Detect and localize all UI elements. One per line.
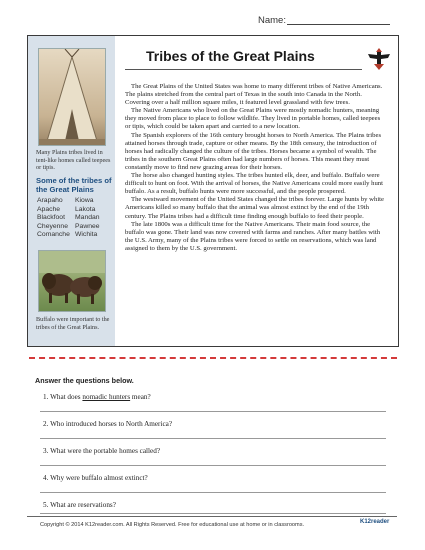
name-field[interactable]: [287, 24, 390, 25]
title-divider: [125, 69, 362, 70]
question-text: Who introduced horses to North America?: [50, 420, 173, 428]
question-term: nomadic hunters: [82, 393, 131, 401]
article-paragraph: The late 1800s was a difficult time for the Native Americans. Their main food source, the buffalo was gone. Their land was now covered with farms and ranches. After many battles with the U.S. Army, many of the Plains tribes were forced to settle on reservations, which was land assigned to them by the U.S. government.: [125, 220, 381, 252]
question-text: What are reservations?: [50, 501, 116, 509]
tribes-list-title: Some of the tribes of the Great Plains: [36, 176, 112, 195]
question-3: [43, 447, 160, 455]
buffalo-caption: Buffalo were important to the tribes of the Great Plains.: [36, 316, 110, 331]
question-text: What does: [50, 393, 83, 401]
tribe-name: Kiowa: [75, 197, 94, 204]
tribe-name: Apache: [37, 205, 61, 213]
article-paragraph: The westward movement of the United States changed the tribes forever. Large hunts by white Americans killed so many buffalo that the animal was almost extinct by the end of the 19th century. The Plains tribes had a difficult time finding enough buffalo to feed their people.: [125, 196, 384, 220]
question-2: [43, 420, 172, 428]
answer-line-1[interactable]: [40, 411, 386, 412]
tribe-name: Arapaho: [37, 197, 63, 204]
tribe-name: Lakota: [75, 205, 96, 213]
thunderbird-icon: [368, 46, 390, 72]
tribes-list: [37, 197, 111, 240]
question-number: 4.: [43, 474, 49, 482]
page-title: Tribes of the Great Plains: [146, 48, 315, 64]
question-5: [43, 501, 116, 509]
k12reader-logo: K12reader: [360, 519, 390, 525]
answer-line-4[interactable]: [40, 492, 386, 493]
tribe-name: Mandan: [75, 214, 100, 222]
question-number: 1.: [43, 393, 49, 401]
question-4: [43, 474, 148, 482]
section-divider: [29, 357, 397, 359]
teepee-photo: [38, 48, 106, 146]
buffalo-photo: [38, 250, 106, 312]
article-frame: [27, 35, 399, 347]
tribe-name: Wichita: [75, 231, 98, 239]
copyright-text: Copyright © 2014 K12reader.com. All Rights Reserved. Free for educational use at home or in classrooms.: [40, 522, 305, 528]
tribe-name: Blackfoot: [37, 214, 65, 222]
question-number: 3.: [43, 447, 49, 455]
tribe-name: Pawnee: [75, 222, 100, 230]
questions-heading: Answer the questions below.: [35, 376, 134, 385]
question-text: What were the portable homes called?: [50, 447, 161, 455]
name-label: Name:: [258, 15, 286, 26]
tribe-name: Comanche: [37, 231, 70, 239]
answer-line-2[interactable]: [40, 438, 386, 439]
question-text: mean?: [130, 393, 151, 401]
article-paragraph: The Native Americans who lived on the Great Plains were mostly nomadic hunters, meaning they moved from place to place to follow wildlife. They lived in portable homes, called teepees or tipis, which could be taken apart and carried to a new location.: [125, 107, 381, 131]
article-paragraph: The horse also changed hunting styles. The tribes hunted elk, deer, and buffalo. Buffalo were difficult to hunt on foot. With the arrival of horses, the Native Americans could more easily hunt buffalo. As a result, buffalo hunts were more successful, and the people prospered.: [125, 172, 384, 196]
sidebar: [28, 36, 115, 346]
article-paragraph: The Spanish explorers of the 16th century brought horses to North America. The Plains tribes attained horses through trade, capture or other means. By the 18th censury, the introduction of horses had radically changed the culture of the tribes. Horses became a symbol of wealth. The tribes in the southern Great Plains often had large numbers of horses. This meant they must constantly move to find new grazing areas for their horses.: [125, 131, 382, 171]
article-paragraph: The Great Plains of the United States was home to many different tribes of Native Americans. The plains stretched from the central part of Texas in the south into Canada in the North. Covering over a half million square miles, it featured level grassland with few trees.: [125, 83, 383, 107]
question-text: Why were buffalo almost extinct?: [50, 474, 148, 482]
answer-line-5[interactable]: [40, 513, 386, 514]
answer-line-3[interactable]: [40, 465, 386, 466]
footer-divider: [27, 516, 397, 517]
tribe-name: Cheyenne: [37, 222, 68, 230]
question-number: 5.: [43, 501, 49, 509]
question-number: 2.: [43, 420, 49, 428]
teepee-caption: Many Plains tribes lived in tent-like homes called teepees or tipis.: [36, 149, 111, 172]
article-body: [125, 83, 387, 253]
question-1: [43, 393, 151, 401]
